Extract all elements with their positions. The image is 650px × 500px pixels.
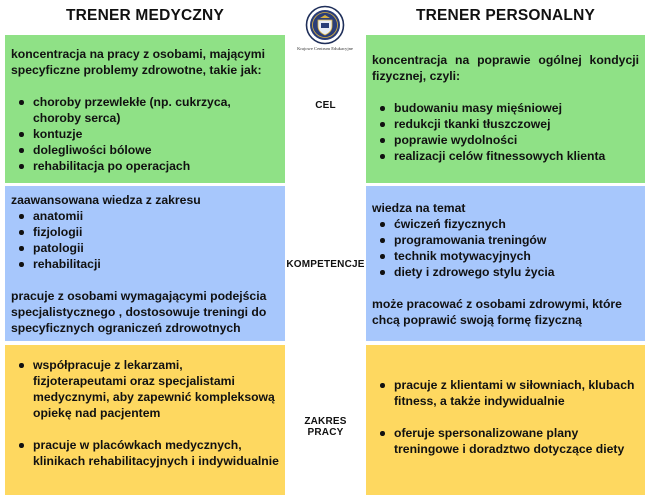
list-item: anatomii (11, 208, 279, 224)
cell-personalny-kompetencje (366, 186, 645, 341)
list-item: programowania treningów (372, 232, 639, 248)
row-label-zakres-pracy: ZAKRES PRACY (304, 416, 347, 438)
cel-medyczny-list (11, 94, 279, 174)
kompetencje-medyczny-outro: pracuje z osobami wymagającymi podejścia specjalistycznego , dostosowuje treningi do specyficznych ograniczeń zdrowotnych (11, 289, 267, 335)
list-item: pracuje z klientami w siłowniach, klubach fitness, a także indywidualnie (372, 377, 639, 409)
kompetencje-medyczny-list (11, 208, 279, 272)
kompetencje-personalny-outro: może pracować z osobami zdrowymi, które chcą poprawić swoją formę fizyczną (372, 297, 622, 327)
cel-personalny-list (372, 100, 639, 164)
list-item: patologii (11, 240, 279, 256)
zakres-medyczny-list (11, 357, 279, 469)
list-spacer (11, 421, 279, 437)
cell-medyczny-cel (5, 35, 285, 183)
list-item: pracuje w placówkach medycznych, klinikach rehabilitacyjnych i indywidualnie (11, 437, 279, 469)
cell-personalny-zakres (366, 345, 645, 495)
kompetencje-personalny-intro: wiedza na temat (372, 201, 466, 215)
cell-personalny-cel (366, 35, 645, 183)
list-item: diety i zdrowego stylu życia (372, 264, 639, 280)
header-trener-personalny: TRENER PERSONALNY (415, 7, 596, 24)
list-item: redukcji tkanki tłuszczowej (372, 116, 639, 132)
list-item: poprawie wydolności (372, 132, 639, 148)
list-item: fizjologii (11, 224, 279, 240)
list-item: realizacji celów fitnessowych klienta (372, 148, 639, 164)
list-item: dolegliwości bólowe (11, 142, 279, 158)
list-item: choroby przewlekłe (np. cukrzyca, choroby serca) (11, 94, 279, 126)
kompetencje-medyczny-intro: zaawansowana wiedza z zakresu (11, 193, 201, 207)
row-label-cel: CEL (315, 100, 336, 111)
logo-emblem (305, 5, 345, 45)
list-item: rehabilitacja po operacjach (11, 158, 279, 174)
list-spacer (372, 409, 639, 425)
row-label-kompetencje: KOMPETENCJE (286, 259, 365, 270)
list-item: kontuzje (11, 126, 279, 142)
kompetencje-personalny-list (372, 216, 639, 280)
header-trener-medyczny: TRENER MEDYCZNY (65, 7, 224, 24)
zakres-personalny-list (372, 377, 639, 457)
cel-medyczny-intro: koncentracja na pracy z osobami, mającymi specyficzne problemy zdrowotne, takie jak: (11, 47, 266, 77)
cel-personalny-intro: koncentracja na poprawie ogólnej kondycji fizycznej, czyli: (372, 53, 639, 83)
list-item: technik motywacyjnych (372, 248, 639, 264)
list-item: ćwiczeń fizycznych (372, 216, 639, 232)
list-item: rehabilitacji (11, 256, 279, 272)
shield-emblem-icon (305, 5, 345, 45)
list-item: współpracuje z lekarzami, fizjoterapeutami oraz specjalistami medycznymi, aby zapewnić kompleksową opiekę nad pacjentem (11, 357, 279, 421)
cell-medyczny-kompetencje (5, 186, 285, 341)
logo-caption: Krajowe Centrum Edukacyjne (297, 46, 353, 51)
list-item: oferuje spersonalizowane plany treningowe i doradztwo dotyczące diety (372, 425, 639, 457)
list-item: budowaniu masy mięśniowej (372, 100, 639, 116)
cell-medyczny-zakres (5, 345, 285, 495)
